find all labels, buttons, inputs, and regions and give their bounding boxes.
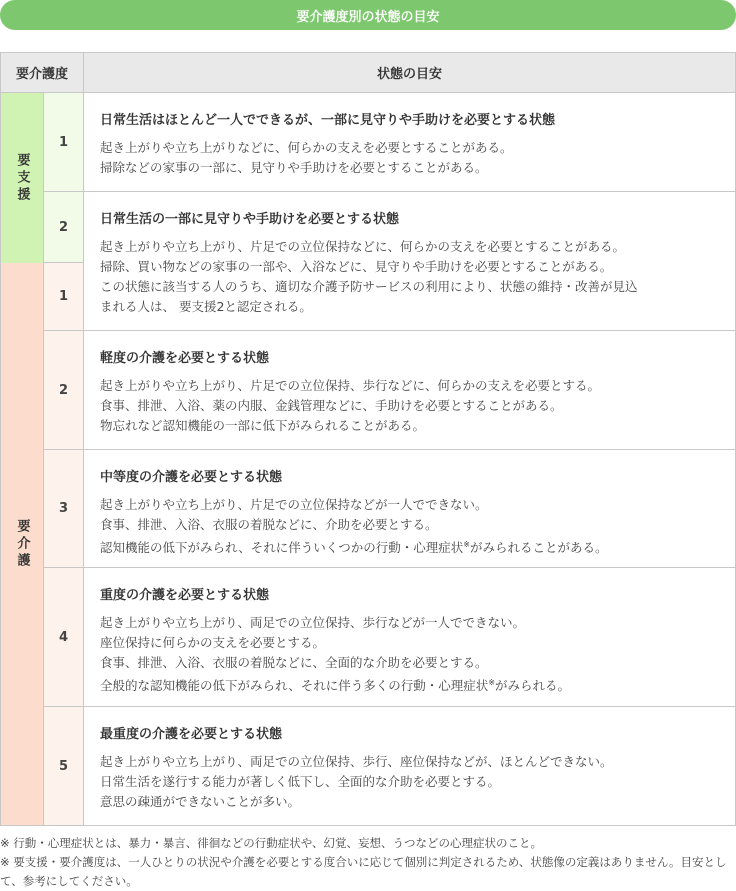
- row-line: 起き上がりや立ち上がり、片足での立位保持、歩行などに、何らかの支えを必要とする。: [100, 378, 601, 393]
- row-line: 掃除、買い物などの家事の一部や、入浴などに、見守りや手助けを必要とすることがある。: [100, 259, 613, 274]
- header-description: 状態の目安: [84, 53, 735, 93]
- table-row: [84, 568, 735, 707]
- footnotes: [0, 834, 736, 891]
- level-care-4: 4: [44, 568, 84, 707]
- table-row: [84, 707, 735, 825]
- row-title: 中等度の介護を必要とする状態: [100, 470, 283, 485]
- level-care-2: 2: [44, 331, 84, 450]
- row-line: 食事、排泄、入浴、衣服の着脱などに、介助を必要とする。: [100, 517, 438, 532]
- row-line: 起き上がりや立ち上がり、両足での立位保持、歩行、座位保持などが、ほとんどできない。: [100, 754, 613, 769]
- row-line: 起き上がりや立ち上がり、両足での立位保持、歩行などが一人でできない。: [100, 615, 526, 630]
- category-support: 要支援: [1, 93, 44, 263]
- row-line: 座位保持に何らかの支えを必要とする。: [100, 635, 326, 650]
- row-title: 重度の介護を必要とする状態: [100, 588, 270, 603]
- table-banner-title: 要介護度別の状態の目安: [0, 0, 736, 30]
- level-care-3: 3: [44, 450, 84, 568]
- level-support-2: 2: [44, 192, 84, 263]
- table-row: [84, 331, 735, 450]
- table-row: [84, 192, 735, 331]
- row-title: 軽度の介護を必要とする状態: [100, 351, 270, 366]
- table-row: [84, 450, 735, 568]
- row-line: 食事、排泄、入浴、薬の内服、金銭管理などに、手助けを必要とすることがある。: [100, 398, 563, 413]
- row-line: 日常生活を遂行する能力が著しく低下し、全面的な介助を必要とする。: [100, 774, 501, 789]
- row-title: 最重度の介護を必要とする状態: [100, 727, 283, 742]
- row-line: 食事、排泄、入浴、衣服の着脱などに、全面的な介助を必要とする。: [100, 655, 488, 670]
- row-line: 掃除などの家事の一部に、見守りや手助けを必要とすることがある。: [100, 160, 488, 175]
- row-line: まれる人は、 要支援2と認定される。: [100, 299, 312, 314]
- row-title: 日常生活の一部に見守りや手助けを必要とする状態: [100, 212, 400, 227]
- row-title: 日常生活はほとんど一人でできるが、一部に見守りや手助けを必要とする状態: [100, 113, 556, 128]
- row-line: 意思の疎通ができないことが多い。: [100, 794, 301, 809]
- row-line: 起き上がりや立ち上がり、片足での立位保持などに、何らかの支えを必要とすることがある。: [100, 239, 626, 254]
- footnote-mark: ※: [488, 678, 495, 687]
- row-line: この状態に該当する人のうち、適切な介護予防サービスの利用により、状態の維持・改善が見込: [100, 279, 638, 294]
- row-line: 認知機能の低下がみられ、それに伴ういくつかの行動・心理症状※がみられることがある。: [100, 540, 608, 556]
- level-care-1: 1: [44, 263, 84, 331]
- footnote-mark: ※: [463, 540, 470, 549]
- level-support-1: 1: [44, 93, 84, 192]
- care-level-table: [0, 52, 736, 826]
- category-care: 要介護: [1, 263, 44, 825]
- footnote: ※ 行動・心理症状とは、暴力・暴言、徘徊などの行動症状や、幻覚、妄想、うつなどの心理症状のこと。: [0, 836, 543, 850]
- level-care-5: 5: [44, 707, 84, 825]
- row-line: 全般的な認知機能の低下がみられ、それに伴う多くの行動・心理症状※がみられる。: [100, 678, 570, 694]
- row-line: 物忘れなど認知機能の一部に低下がみられることがある。: [100, 418, 426, 433]
- table-row: [84, 93, 735, 192]
- row-line: 起き上がりや立ち上がりなどに、何らかの支えを必要とすることがある。: [100, 140, 513, 155]
- header-level: 要介護度: [1, 53, 84, 93]
- row-line: 起き上がりや立ち上がり、片足での立位保持などが一人でできない。: [100, 497, 488, 512]
- footnote: ※ 要支援・要介護度は、一人ひとりの状況や介護を必要とする度合いに応じて個別に判定されるため、状態像の定義はありません。目安として、参考にしてください。: [0, 855, 727, 888]
